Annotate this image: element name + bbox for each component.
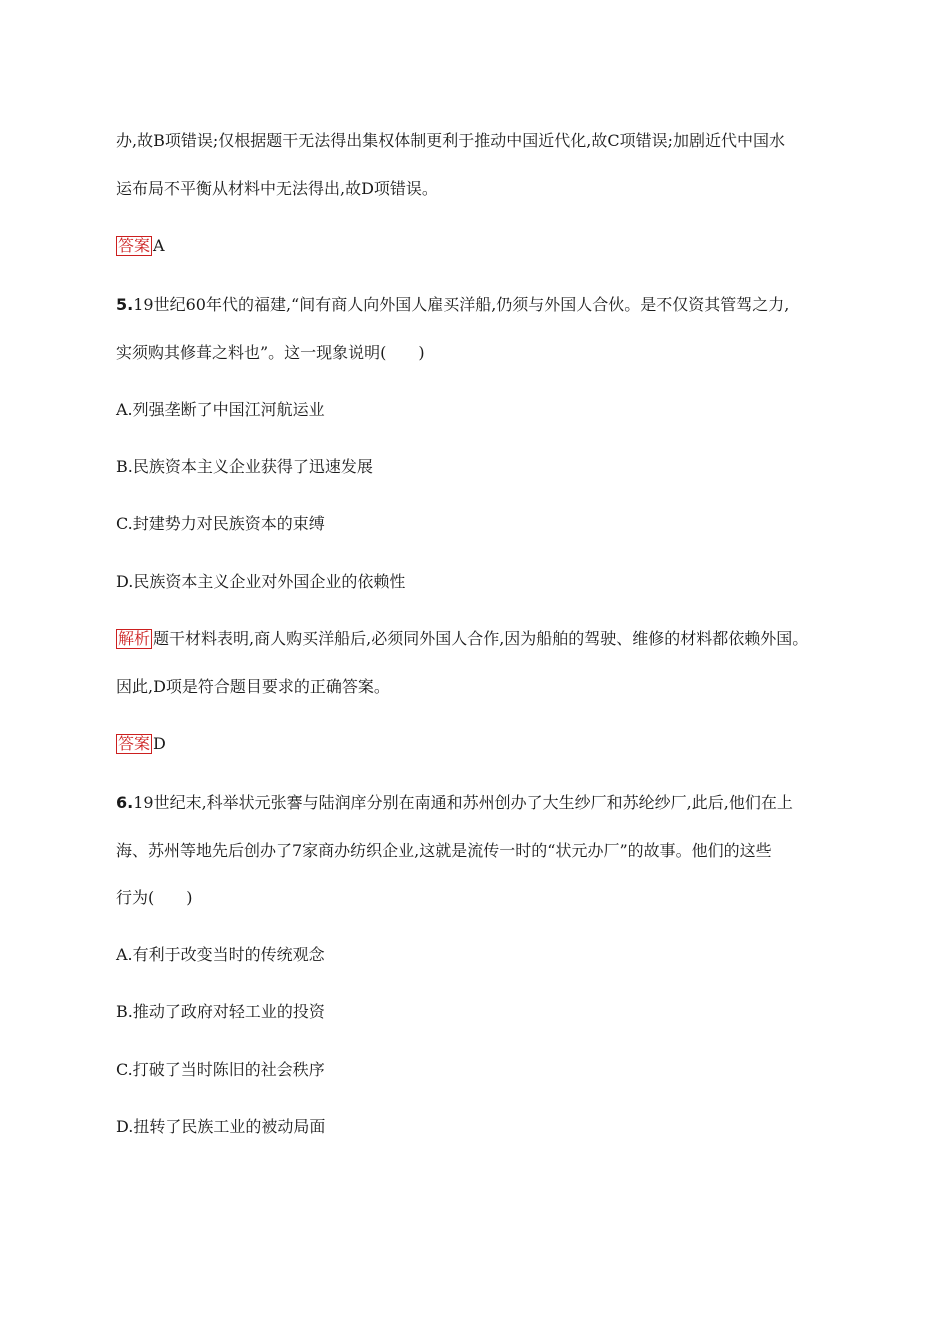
- question-stem-text: 19世纪末,科举状元张謇与陆润庠分别在南通和苏州创办了大生纱厂和苏纶纱厂,此后,他们在上: [133, 793, 793, 812]
- answer-tag: 答案: [118, 236, 151, 255]
- prev-explanation-line-1: 办,故B项错误;仅根据题干无法得出集权体制更利于推动中国近代化,故C项错误;加剧近代中国水: [116, 131, 785, 150]
- prev-answer: [116, 235, 850, 257]
- question-5-answer: [116, 733, 850, 755]
- question-number: 5.: [116, 295, 134, 314]
- question-stem-text: 19世纪60年代的福建,“间有商人向外国人雇买洋船,仍须与外国人合伙。是不仅资其管驾之力,: [133, 295, 790, 314]
- question-5-option-b: B.民族资本主义企业获得了迅速发展: [116, 457, 373, 476]
- answer-tag: 答案: [118, 734, 151, 753]
- prev-explanation-line-2: 运布局不平衡从材料中无法得出,故D项错误。: [116, 179, 438, 198]
- question-6-stem-line-1: [116, 792, 850, 814]
- answer-value: D: [153, 734, 166, 753]
- question-5-option-a: A.列强垄断了中国江河航运业: [116, 400, 325, 419]
- question-6-stem-line-2: 海、苏州等地先后创办了7家商办纺织企业,这就是流传一时的“状元办厂”的故事。他们的这些: [116, 841, 772, 860]
- analysis-tag: 解析: [118, 629, 151, 648]
- question-5-analysis-line-1: [116, 628, 850, 650]
- analysis-text: 题干材料表明,商人购买洋船后,必须同外国人合作,因为船舶的驾驶、维修的材料都依赖外国。: [153, 629, 809, 648]
- question-5-analysis-line-2: 因此,D项是符合题目要求的正确答案。: [116, 677, 390, 696]
- answer-value: A: [153, 236, 165, 255]
- question-number: 6.: [116, 793, 134, 812]
- question-6-option-a: A.有利于改变当时的传统观念: [116, 945, 325, 964]
- question-6-option-c: C.打破了当时陈旧的社会秩序: [116, 1060, 325, 1079]
- question-6-option-d: D.扭转了民族工业的被动局面: [116, 1117, 326, 1136]
- question-5-option-d: D.民族资本主义企业对外国企业的依赖性: [116, 572, 406, 591]
- question-5-stem-line-1: [116, 294, 850, 316]
- question-5-option-c: C.封建势力对民族资本的束缚: [116, 514, 325, 533]
- question-6-option-b: B.推动了政府对轻工业的投资: [116, 1002, 325, 1021]
- question-6-stem-line-3: 行为( ): [116, 888, 193, 907]
- question-5-stem-line-2: 实须购其修葺之料也”。这一现象说明( ): [116, 343, 425, 362]
